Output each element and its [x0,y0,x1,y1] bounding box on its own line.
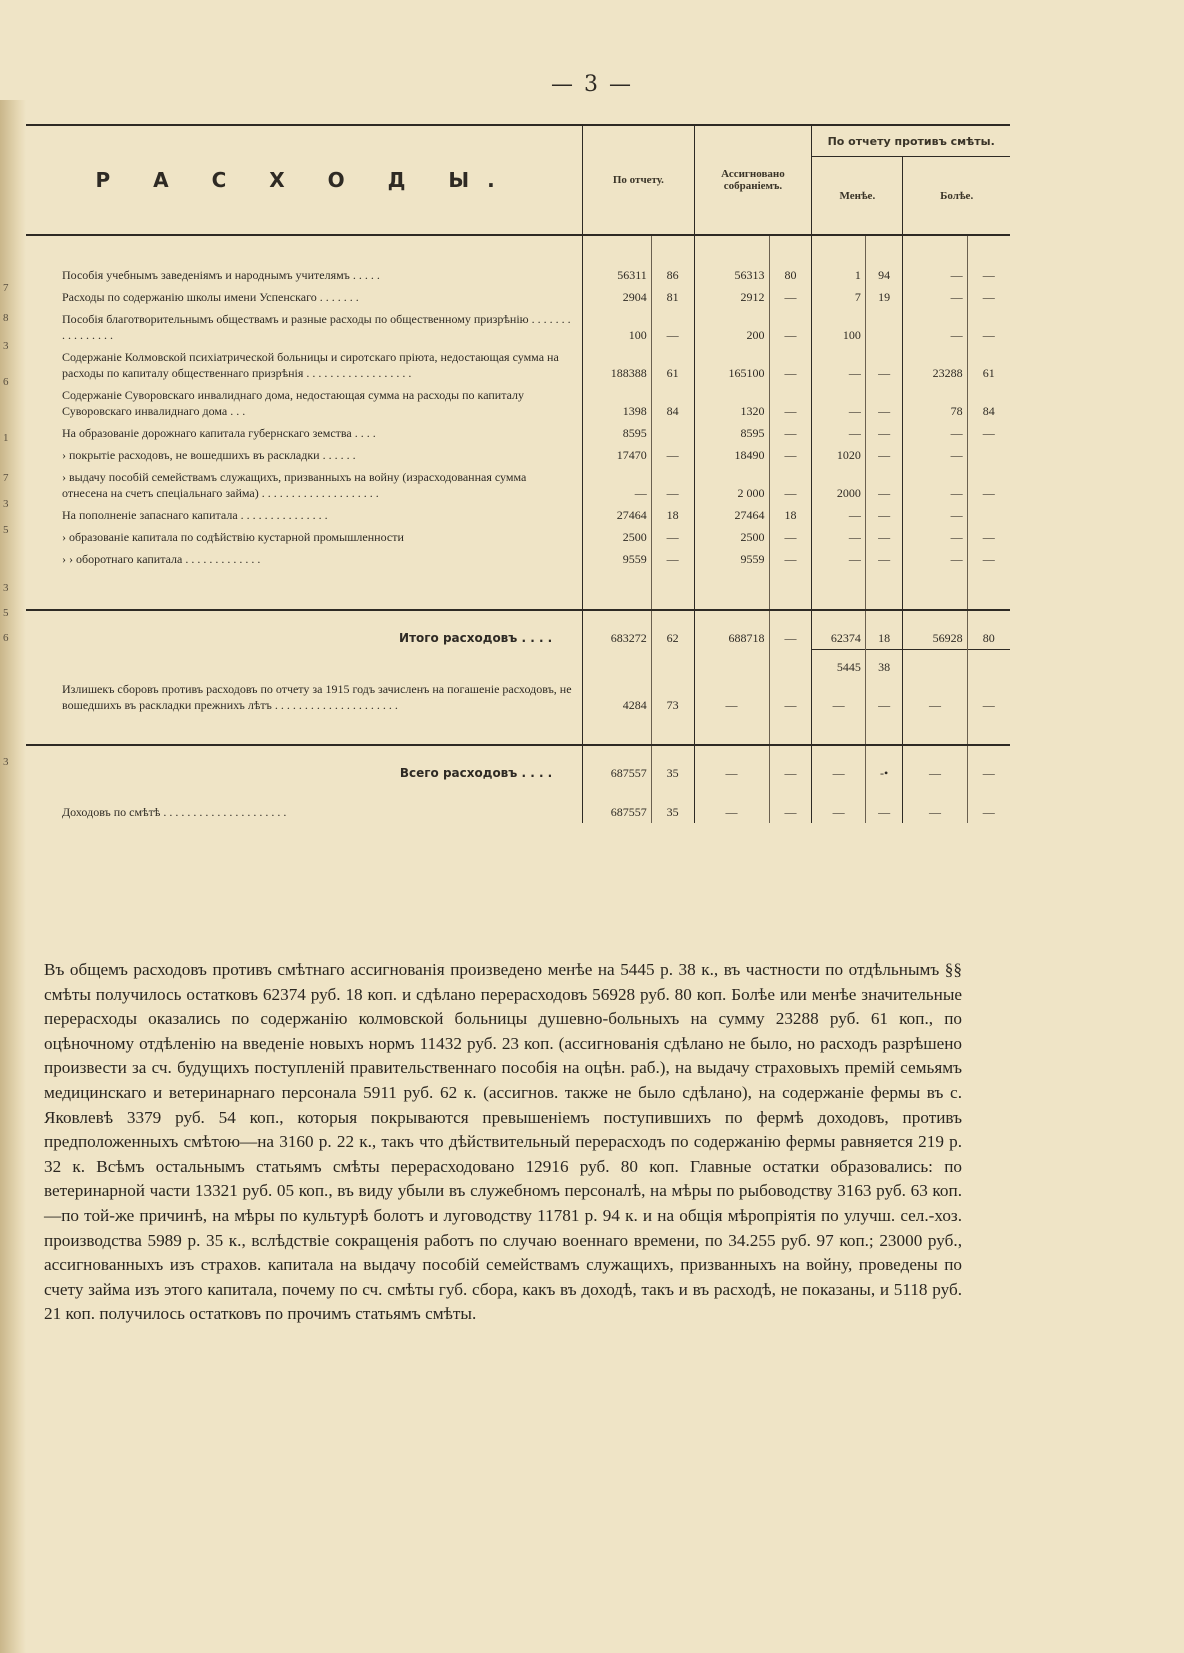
row-less-r: — [812,504,866,526]
commentary-paragraph: Въ общемъ расходовъ противъ смѣтнаго ассигнованія произведено менѣе на 5445 р. 38 к., въ частности по отдѣльнымъ §§ смѣты получилось остатковъ 62374 руб. 18 коп. и сдѣлано перерасходовъ 56928 руб. 80 коп. Болѣе или менѣе значительные перерасходы оказались по содержанію колмовской больницы душевно-больныхъ на сумму 23288 руб. 61 коп., по оцѣночному отдѣленію на введеніе новыхъ нормъ 11432 руб. 23 коп. (ассигнованія сдѣлано не было, но расходъ разрѣшено произвести за сч. будущихъ поступленій правительственнаго пособія на оцѣн. раб.), на выдачу страховыхъ премій семьямъ медицинскаго и ветеринарнаго персонала 5911 руб. 62 к. (ассигнов. также не было сдѣлано), на содержаніе фермы въ с. Яковлевѣ 3379 руб. 54 коп., которыя покрываются превышеніемъ поступившихъ по фермѣ доходовъ, противъ предположенныхъ смѣтою—на 3160 р. 22 к., такъ что дѣйствительный перерасходъ по содержанію фермы равняется 219 р. 32 к. Всѣмъ остальнымъ статьямъ смѣты перерасходовано 12916 руб. 80 коп. Главные остатки образовались: по ветеринарной части 13321 руб. 05 коп., въ виду убыли въ служебномъ персоналѣ, на мѣры по рыбоводству 3163 руб. 63 коп.—по той-же причинѣ, на мѣры по культурѣ болотъ и луговодству 11781 р. 94 к. и на общія мѣропріятія по улучш. сел.-хоз. производства 5989 р. 35 к., вслѣдствіе сокращенія работъ по случаю военнаго времени, по 34.255 руб. 97 коп.; 23000 руб., ассигнованныхъ изъ страхов. капитала на выдачу пособій семействамъ служащихъ, призванныхъ на войну, проведены по счету займа изъ этого капитала, почему по сч. смѣты губ. сбора, какъ въ доходѣ, такъ и въ расходѣ, не показаны, и 5118 руб. 21 коп. получилось остатковъ по прочимъ статьямъ смѣты. [44,960,962,1324]
row-description: На пополненіе запаснаго капитала . . . . . . . . . . . . . . . [62,508,328,522]
row-description: › образованіе капитала по содѣйствію кустарной промышленности [62,530,404,544]
row-asg-k: — [769,308,812,346]
row-rep-k [651,422,694,444]
row-rep-r: 100 [583,308,652,346]
row-rep-k: 86 [651,264,694,286]
row-rep-k: — [651,526,694,548]
row-less-k: — [865,526,902,548]
grand-more-rub: — [903,745,967,784]
row-asg-r: 200 [694,308,769,346]
row-rep-r: 2904 [583,286,652,308]
margin-mark: 3 [3,340,9,352]
row-more-k: — [967,286,1010,308]
row-description: › выдачу пособій семействамъ служащихъ, призванныхъ на войну (израсходованная сумма отнесена на счетъ спеціальнаго займа) . . . . . . . . . . . . . . . . . . . . [62,470,527,500]
row-less-k: — [865,444,902,466]
total-asg-rub: 688718 [694,610,769,649]
row-asg-r: 27464 [694,504,769,526]
row-asg-r: 56313 [694,264,769,286]
income-rep-rub: 687557 [583,784,652,823]
row-less-r: 1020 [812,444,866,466]
surplus-more-kop: — [967,678,1010,716]
row-less-k: — [865,504,902,526]
table-row [26,286,1010,308]
grand-asg-rub: — [694,745,769,784]
row-more-k: — [967,422,1010,444]
row-rep-k: — [651,466,694,504]
row-description: › покрытіе расходовъ, не вошедшихъ въ раскладки . . . . . . [62,448,356,462]
surplus-rep-rub: 4284 [583,678,652,716]
income-less-rub: — [812,784,866,823]
row-less-r: — [812,384,866,422]
row-less-k: — [865,422,902,444]
row-asg-r: 165100 [694,346,769,384]
row-more-k: — [967,466,1010,504]
row-less-r: — [812,346,866,384]
row-less-k: — [865,346,902,384]
row-rep-r: 8595 [583,422,652,444]
row-asg-k: — [769,384,812,422]
row-asg-r: 8595 [694,422,769,444]
row-more-r: — [903,444,967,466]
table-row [26,444,1010,466]
difference-less-kop: 38 [865,649,902,678]
margin-mark: 6 [3,632,9,644]
total-expenses-label: Итого расходовъ . . . . [399,631,553,645]
row-less-k [865,308,902,346]
row-rep-k: 81 [651,286,694,308]
row-rep-k: — [651,548,694,570]
row-asg-r: 2912 [694,286,769,308]
row-rep-r: 9559 [583,548,652,570]
row-asg-r: 1320 [694,384,769,422]
income-more-rub: — [903,784,967,823]
row-more-k: — [967,526,1010,548]
surplus-asg-rub: — [694,678,769,716]
surplus-more-rub: — [903,678,967,716]
row-less-k: — [865,466,902,504]
grand-more-kop: — [967,745,1010,784]
row-more-r: — [903,286,967,308]
row-less-k: — [865,548,902,570]
row-rep-k: — [651,444,694,466]
table-row [26,422,1010,444]
table-row [26,466,1010,504]
row-rep-k: 84 [651,384,694,422]
row-more-r: — [903,548,967,570]
total-asg-kop: — [769,610,812,649]
row-more-r: — [903,504,967,526]
col-header-vs-estimate: По отчету противъ смѣты. [812,125,1010,157]
difference-less-rub: 5445 [812,649,866,678]
income-rep-kop: 35 [651,784,694,823]
row-more-k: — [967,264,1010,286]
grand-rep-kop: 35 [651,745,694,784]
row-asg-k: — [769,526,812,548]
row-more-k: 61 [967,346,1010,384]
page-number: — 3 — [551,72,633,97]
income-estimate-desc: Доходовъ по смѣтѣ . . . . . . . . . . . . . . . . . . . . . [62,804,287,819]
row-description: Содержаніе Колмовской психіатрической больницы и сиротскаго пріюта, недостающая сумма на расходы по капиталу общественнаго призрѣнія . . . . . . . . . . . . . . . . . . [62,350,559,380]
row-asg-k: — [769,444,812,466]
row-more-r: 23288 [903,346,967,384]
row-less-r: — [812,422,866,444]
row-rep-k: 18 [651,504,694,526]
total-more-rub: 56928 [903,610,967,649]
row-description: Содержаніе Суворовскаго инвалиднаго дома, недостающая сумма на расходы по капиталу Суворовскаго инвалиднаго дома . . . [62,388,525,418]
grand-less-kop: -• [865,745,902,784]
row-asg-r: 2500 [694,526,769,548]
grand-total-label: Всего расходовъ . . . . [399,765,553,780]
grand-less-rub: — [812,745,866,784]
surplus-desc: Излишекъ сборовъ противъ расходовъ по отчету за 1915 годъ зачисленъ на погашеніе расходовъ, не вошедшихъ въ раскладки прежнихъ лѣтъ . . . . . . . . . . . . . . . . . . . . . [62,681,572,712]
row-asg-k: — [769,548,812,570]
row-more-r: — [903,308,967,346]
row-more-k: — [967,308,1010,346]
row-asg-k: 80 [769,264,812,286]
binding-edge [0,100,26,1653]
row-rep-r: 56311 [583,264,652,286]
table-title: Р А С Х О Д Ы. [26,125,583,235]
row-description: На образованіе дорожнаго капитала губернскаго земства . . . . [62,426,376,440]
row-rep-k: — [651,308,694,346]
row-description: Расходы по содержанію школы имени Успенскаго . . . . . . . [62,290,359,304]
row-rep-r: 17470 [583,444,652,466]
row-description: Пособія учебнымъ заведеніямъ и народнымъ учителямъ . . . . . [62,268,380,282]
margin-mark: 8 [3,312,9,324]
col-header-less: Менѣе. [812,157,903,235]
row-rep-r: 2500 [583,526,652,548]
margin-mark: 7 [3,472,9,484]
expenses-table [26,124,1010,823]
margin-mark: 7 [3,282,9,294]
margin-mark: 3 [3,756,9,768]
margin-mark: 5 [3,524,9,536]
row-description: › › оборотнаго капитала . . . . . . . . . . . . . [62,552,261,566]
row-less-r: 100 [812,308,866,346]
margin-mark: 5 [3,607,9,619]
difference-row [26,649,1010,678]
margin-mark: 1 [3,432,9,444]
row-rep-k: 61 [651,346,694,384]
col-header-report: По отчету. [583,125,694,235]
table-row [26,346,1010,384]
row-asg-r: 9559 [694,548,769,570]
row-more-r: — [903,466,967,504]
row-less-r: 2000 [812,466,866,504]
surplus-less-kop: — [865,678,902,716]
row-asg-k: — [769,286,812,308]
surplus-asg-kop: — [769,678,812,716]
surplus-less-rub: — [812,678,866,716]
grand-asg-kop: — [769,745,812,784]
commentary-text [44,958,962,1327]
row-description: Пособія благотворительнымъ обществамъ и разные расходы по общественному призрѣнію . . . . . . . . . . . . . . . . [62,312,571,342]
row-more-r: — [903,422,967,444]
table-row [26,548,1010,570]
row-less-k: 94 [865,264,902,286]
col-header-assigned: Ассигновано собраніемъ. [694,125,812,235]
total-more-kop: 80 [967,610,1010,649]
table-row [26,384,1010,422]
row-more-r: — [903,526,967,548]
row-rep-r: 188388 [583,346,652,384]
row-more-k: — [967,548,1010,570]
total-less-rub: 62374 [812,610,866,649]
income-asg-kop: — [769,784,812,823]
total-expenses-row [26,610,1010,649]
grand-rep-rub: 687557 [583,745,652,784]
row-less-r: 1 [812,264,866,286]
total-less-kop: 18 [865,610,902,649]
row-more-k [967,504,1010,526]
col-header-more: Болѣе. [903,157,1010,235]
table-row [26,264,1010,286]
row-rep-r: — [583,466,652,504]
table-row [26,526,1010,548]
surplus-row [26,678,1010,716]
row-less-k: 19 [865,286,902,308]
row-less-k: — [865,384,902,422]
row-more-k [967,444,1010,466]
income-estimate-row [26,784,1010,823]
total-rep-rub: 683272 [583,610,652,649]
row-less-r: — [812,526,866,548]
margin-mark: 6 [3,376,9,388]
surplus-rep-kop: 73 [651,678,694,716]
row-less-r: 7 [812,286,866,308]
table-row [26,308,1010,346]
row-asg-k: 18 [769,504,812,526]
row-asg-k: — [769,466,812,504]
income-asg-rub: — [694,784,769,823]
margin-mark: 3 [3,498,9,510]
row-less-r: — [812,548,866,570]
table-row [26,504,1010,526]
row-asg-r: 18490 [694,444,769,466]
margin-mark: 3 [3,582,9,594]
row-asg-k: — [769,422,812,444]
row-asg-k: — [769,346,812,384]
row-more-r: 78 [903,384,967,422]
income-more-kop: — [967,784,1010,823]
row-more-k: 84 [967,384,1010,422]
row-more-r: — [903,264,967,286]
total-rep-kop: 62 [651,610,694,649]
row-rep-r: 27464 [583,504,652,526]
row-asg-r: 2 000 [694,466,769,504]
row-rep-r: 1398 [583,384,652,422]
income-less-kop: — [865,784,902,823]
grand-total-row [26,745,1010,784]
